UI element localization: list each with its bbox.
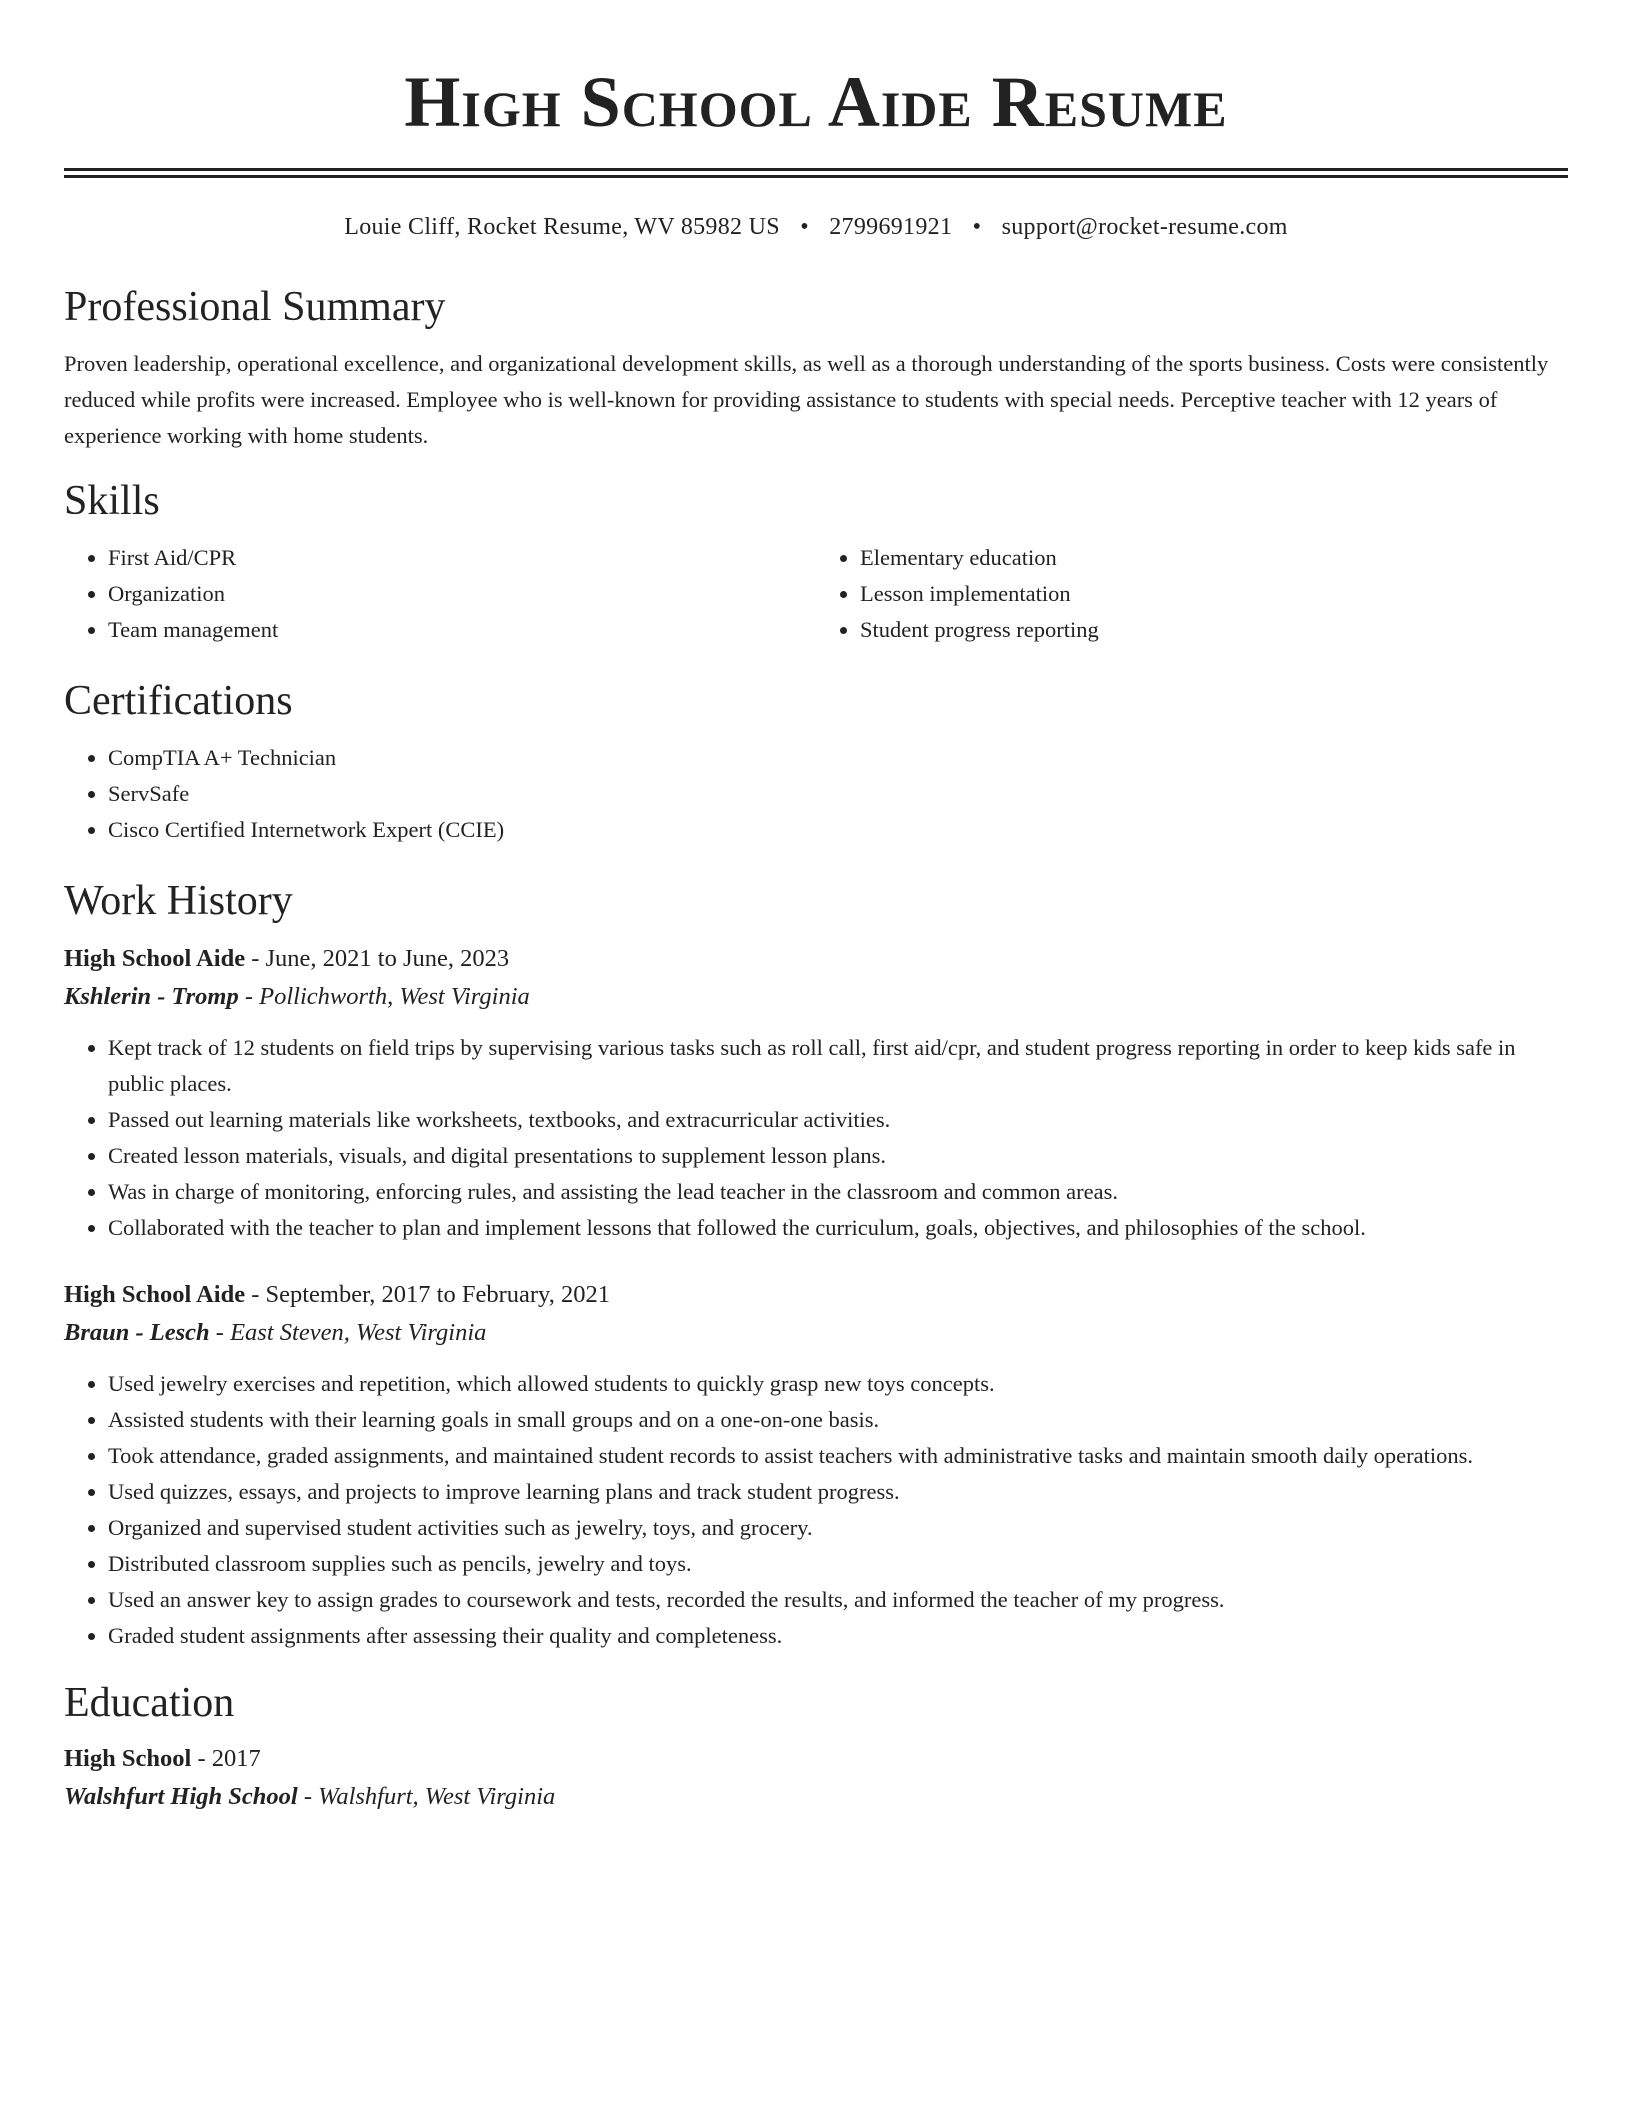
job-location: Pollichworth, West Virginia <box>259 983 530 1010</box>
education-degree: High School <box>64 1745 192 1772</box>
dash: - <box>238 983 260 1010</box>
list-item: • Collaborated with the teacher to plan and implement lessons that followed the curriculum, goals, objectives, and philosophies of the school. <box>108 1210 1568 1246</box>
job-dates: June, 2021 to June, 2023 <box>265 945 510 972</box>
job-header <box>64 1276 1568 1314</box>
title-double-rule <box>64 168 1568 178</box>
dash: - <box>245 1281 266 1308</box>
list-item: • Took attendance, graded assignments, and maintained student records to assist teachers with administrative tasks and maintain smooth daily operations. <box>108 1438 1568 1474</box>
education-header <box>64 1740 1568 1778</box>
dash: - <box>209 1319 231 1346</box>
job-bullets <box>64 1030 1568 1246</box>
dash: - <box>245 945 266 972</box>
work-history-heading: Work History <box>64 878 293 924</box>
education-year: 2017 <box>211 1745 261 1772</box>
contact-email: support@rocket-resume.com <box>1001 214 1288 240</box>
summary-heading: Professional Summary <box>64 284 446 330</box>
skills-list-left <box>64 540 816 648</box>
list-item: • Used quizzes, essays, and projects to improve learning plans and track student progress. <box>108 1474 1568 1510</box>
list-item: • ServSafe <box>108 776 1568 812</box>
certifications-heading: Certifications <box>64 678 293 724</box>
list-item: • Assisted students with their learning goals in small groups and on a one-on-one basis. <box>108 1402 1568 1438</box>
list-item: • Team management <box>108 612 816 648</box>
summary-text: Proven leadership, operational excellence, and organizational development skills, as well as a thorough understanding of the sports business. Costs were consistently reduced while profits were increased. Employee who is well-known for providing assistance to students with special needs. Perceptive teacher with 12 years of experience working with home students. <box>64 351 1549 448</box>
list-item: • First Aid/CPR <box>108 540 816 576</box>
education-school: Walshfurt High School <box>64 1783 298 1810</box>
list-item: • Organization <box>108 576 816 612</box>
resume-title: High School Aide Resume <box>404 62 1228 142</box>
contact-separator: • <box>972 214 982 240</box>
list-item: • Created lesson materials, visuals, and digital presentations to supplement lesson plans. <box>108 1138 1568 1174</box>
list-item: • Graded student assignments after assessing their quality and completeness. <box>108 1618 1568 1654</box>
job-entry <box>64 1276 1568 1654</box>
contact-separator: • <box>800 214 809 240</box>
dash: - <box>297 1783 319 1810</box>
education-heading: Education <box>64 1680 235 1726</box>
contact-line <box>64 212 1568 242</box>
skills-list-right <box>816 540 1568 648</box>
job-bullets <box>64 1366 1568 1654</box>
list-item: • Elementary education <box>860 540 1568 576</box>
job-title: High School Aide <box>64 1281 246 1308</box>
list-item: • CompTIA A+ Technician <box>108 740 1568 776</box>
contact-address: Louie Cliff, Rocket Resume, WV 85982 US <box>344 214 780 240</box>
education-entry <box>64 1740 1568 1816</box>
education-location: Walshfurt, West Virginia <box>318 1783 556 1810</box>
list-item: • Used an answer key to assign grades to coursework and tests, recorded the results, and informed the teacher of my progress. <box>108 1582 1568 1618</box>
list-item: • Passed out learning materials like worksheets, textbooks, and extracurricular activities. <box>108 1102 1568 1138</box>
job-entry <box>64 940 1568 1246</box>
job-header <box>64 940 1568 978</box>
list-item: • Lesson implementation <box>860 576 1568 612</box>
skills-heading: Skills <box>64 478 160 524</box>
job-title: High School Aide <box>64 945 246 972</box>
job-company: Kshlerin - Tromp <box>64 983 239 1010</box>
job-dates: September, 2017 to February, 2021 <box>265 1281 610 1308</box>
job-company-line <box>64 978 1568 1016</box>
job-location: East Steven, West Virginia <box>230 1319 487 1346</box>
list-item: • Kept track of 12 students on field trips by supervising various tasks such as roll call, first aid/cpr, and student progress reporting in order to keep kids safe in public places. <box>108 1030 1568 1102</box>
certifications-list <box>64 740 1568 848</box>
dash: - <box>191 1745 212 1772</box>
education-school-line <box>64 1778 1568 1816</box>
list-item: • Organized and supervised student activities such as jewelry, toys, and grocery. <box>108 1510 1568 1546</box>
contact-phone: 2799691921 <box>829 214 953 240</box>
list-item: • Distributed classroom supplies such as pencils, jewelry and toys. <box>108 1546 1568 1582</box>
list-item: • Cisco Certified Internetwork Expert (CCIE) <box>108 812 1568 848</box>
job-company-line <box>64 1314 1568 1352</box>
list-item: • Used jewelry exercises and repetition, which allowed students to quickly grasp new toys concepts. <box>108 1366 1568 1402</box>
job-company: Braun - Lesch <box>64 1319 210 1346</box>
list-item: • Student progress reporting <box>860 612 1568 648</box>
list-item: • Was in charge of monitoring, enforcing rules, and assisting the lead teacher in the classroom and common areas. <box>108 1174 1568 1210</box>
skills-columns <box>64 540 1568 648</box>
